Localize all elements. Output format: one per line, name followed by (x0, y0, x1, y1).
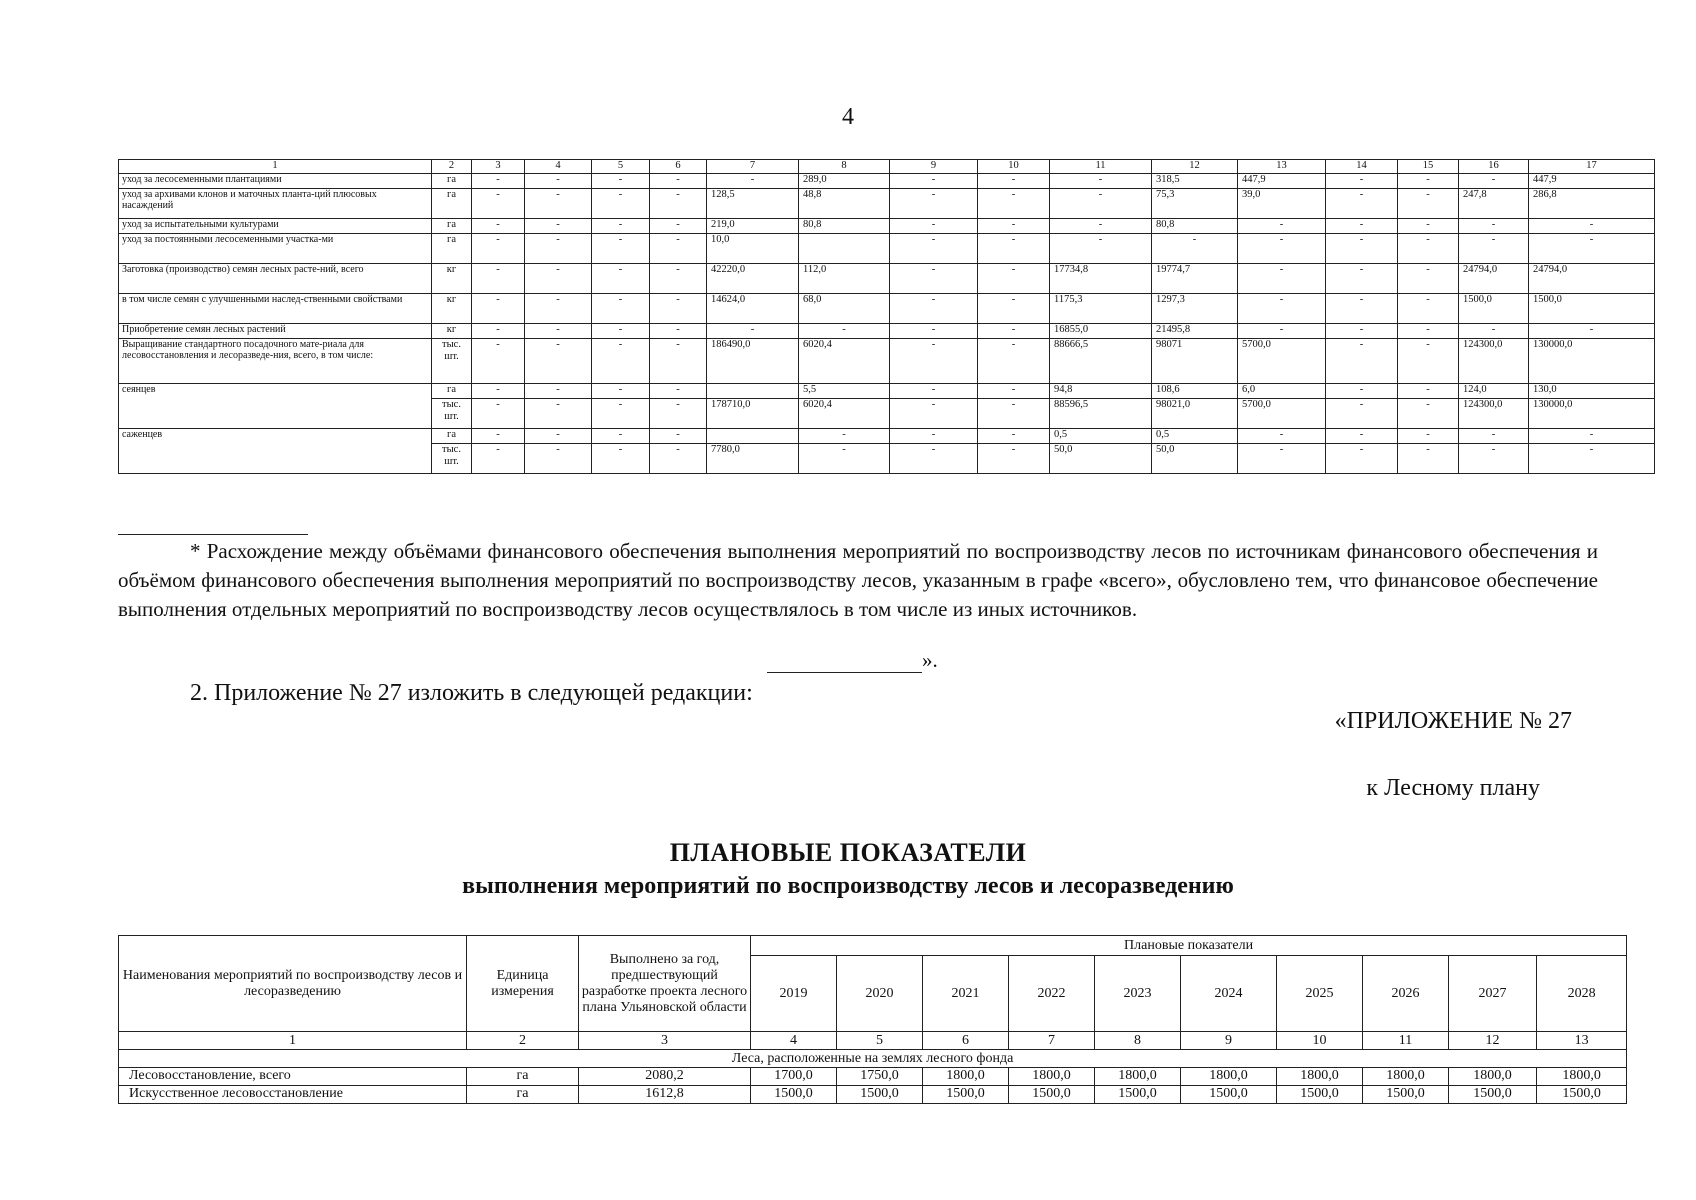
row-value: - (650, 339, 707, 384)
column-number: 7 (1009, 1032, 1095, 1050)
row-value: 1800,0 (1363, 1068, 1449, 1086)
row-value: - (592, 399, 650, 429)
row-value: - (890, 174, 978, 189)
row-value: - (472, 189, 525, 219)
table-row (119, 294, 1655, 324)
table-row (119, 1068, 1627, 1086)
row-value: 6,0 (1238, 384, 1326, 399)
row-value: - (592, 384, 650, 399)
table-row (119, 234, 1655, 264)
row-value: 17734,8 (1050, 264, 1152, 294)
row-value: - (978, 324, 1050, 339)
row-value: - (650, 324, 707, 339)
row-value: 16855,0 (1050, 324, 1152, 339)
row-value: 1500,0 (1009, 1086, 1095, 1104)
header-year: 2027 (1449, 956, 1537, 1032)
row-value: 10,0 (707, 234, 799, 264)
row-value: - (472, 294, 525, 324)
row-value: 1500,0 (923, 1086, 1009, 1104)
row-value: 7780,0 (707, 444, 799, 474)
row-value: - (1398, 429, 1459, 444)
row-unit: га (432, 384, 472, 399)
row-unit: га (467, 1068, 579, 1086)
column-number: 8 (799, 160, 890, 174)
column-number: 16 (1459, 160, 1529, 174)
row-value: - (978, 399, 1050, 429)
row-value: 6020,4 (799, 399, 890, 429)
row-value: 124300,0 (1459, 399, 1529, 429)
row-value: - (1326, 189, 1398, 219)
page-number: 4 (842, 104, 854, 130)
row-value: 48,8 (799, 189, 890, 219)
column-number: 9 (1181, 1032, 1277, 1050)
row-value: - (890, 444, 978, 474)
row-value: - (707, 324, 799, 339)
row-value: 88596,5 (1050, 399, 1152, 429)
row-name: Лесовосстановление, всего (119, 1068, 467, 1086)
row-value: - (978, 234, 1050, 264)
row-unit: тыс. шт. (432, 444, 472, 474)
row-value: - (1326, 294, 1398, 324)
row-value: - (1529, 324, 1655, 339)
row-value: 1297,3 (1152, 294, 1238, 324)
row-value: - (1398, 174, 1459, 189)
row-value: - (1529, 429, 1655, 444)
row-value: - (978, 429, 1050, 444)
row-value: - (525, 219, 592, 234)
row-value: 80,8 (799, 219, 890, 234)
row-value: - (978, 339, 1050, 384)
row-value: - (978, 219, 1050, 234)
column-number: 3 (579, 1032, 751, 1050)
row-value: - (1529, 219, 1655, 234)
row-value: 318,5 (1152, 174, 1238, 189)
row-value: 75,3 (1152, 189, 1238, 219)
reforestation-table-continued (118, 159, 1655, 474)
row-value: 130000,0 (1529, 339, 1655, 384)
column-number: 3 (472, 160, 525, 174)
row-name: Искусственное лесовосстановление (119, 1086, 467, 1104)
row-value: - (978, 264, 1050, 294)
row-value: 39,0 (1238, 189, 1326, 219)
row-value: - (1459, 429, 1529, 444)
row-value: 1800,0 (1537, 1068, 1627, 1086)
row-value: - (525, 294, 592, 324)
row-unit: га (467, 1086, 579, 1104)
row-name: уход за постоянными лесосеменными участка-ми (119, 234, 432, 264)
closing-mark (767, 648, 938, 673)
row-value: 130000,0 (1529, 399, 1655, 429)
table-row (119, 264, 1655, 294)
column-number: 1 (119, 160, 432, 174)
column-number: 8 (1095, 1032, 1181, 1050)
row-value: - (890, 399, 978, 429)
row-value: - (472, 219, 525, 234)
row-value (707, 429, 799, 444)
row-value: - (592, 174, 650, 189)
row-value: - (1238, 264, 1326, 294)
row-value: - (650, 219, 707, 234)
row-value: - (1326, 399, 1398, 429)
row-unit: га (432, 429, 472, 444)
row-value: 0,5 (1152, 429, 1238, 444)
table-row (119, 339, 1655, 384)
row-value: 88666,5 (1050, 339, 1152, 384)
row-value: 42220,0 (707, 264, 799, 294)
row-value: - (1398, 219, 1459, 234)
row-value: 14624,0 (707, 294, 799, 324)
row-value: 1800,0 (1449, 1068, 1537, 1086)
row-value: 186490,0 (707, 339, 799, 384)
row-value: 80,8 (1152, 219, 1238, 234)
column-number: 5 (592, 160, 650, 174)
row-value: 286,8 (1529, 189, 1655, 219)
row-value: 24794,0 (1459, 264, 1529, 294)
row-value: - (472, 384, 525, 399)
row-value: - (472, 429, 525, 444)
row-value: - (890, 234, 978, 264)
header-year: 2025 (1277, 956, 1363, 1032)
row-value: - (1326, 444, 1398, 474)
row-value: - (1398, 294, 1459, 324)
section-title: ПЛАНОВЫЕ ПОКАЗАТЕЛИ (669, 838, 1027, 867)
row-value: - (650, 384, 707, 399)
row-value: 112,0 (799, 264, 890, 294)
row-value: - (592, 189, 650, 219)
row-value: - (1529, 444, 1655, 474)
table-header-row (119, 160, 1655, 174)
row-name: уход за архивами клонов и маточных планта-ций плюсовых насаждений (119, 189, 432, 219)
header-year: 2019 (751, 956, 837, 1032)
row-value: - (525, 384, 592, 399)
row-value: 1500,0 (1529, 294, 1655, 324)
row-value: - (1398, 234, 1459, 264)
column-number: 6 (650, 160, 707, 174)
header-year: 2024 (1181, 956, 1277, 1032)
item-2-text: 2. Приложение № 27 изложить в следующей редакции: (190, 680, 753, 706)
row-unit: тыс. шт. (432, 399, 472, 429)
row-value: - (1459, 219, 1529, 234)
header-name: Наименования мероприятий по воспроизводству лесов и лесоразведению (119, 936, 467, 1032)
row-value: 1500,0 (1363, 1086, 1449, 1104)
table-row (119, 1086, 1627, 1104)
row-value: - (592, 444, 650, 474)
table-row (119, 219, 1655, 234)
row-value: - (472, 264, 525, 294)
row-unit: га (432, 174, 472, 189)
row-value: - (592, 294, 650, 324)
row-value: - (525, 174, 592, 189)
row-name: сеянцев (119, 384, 432, 429)
row-name: Приобретение семян лесных растений (119, 324, 432, 339)
section-subtitle: выполнения мероприятий по воспроизводству лесов и лесоразведению (462, 873, 1234, 899)
row-value: - (525, 444, 592, 474)
row-value: - (799, 324, 890, 339)
column-number: 5 (837, 1032, 923, 1050)
row-value: 447,9 (1529, 174, 1655, 189)
row-value: - (890, 264, 978, 294)
row-unit: кг (432, 294, 472, 324)
row-value: - (1459, 324, 1529, 339)
row-value: 289,0 (799, 174, 890, 189)
row-value: 50,0 (1050, 444, 1152, 474)
row-value: - (1459, 444, 1529, 474)
row-value: - (650, 234, 707, 264)
row-value: 94,8 (1050, 384, 1152, 399)
row-value: 247,8 (1459, 189, 1529, 219)
row-value: 1750,0 (837, 1068, 923, 1086)
row-value: 1500,0 (751, 1086, 837, 1104)
row-value: 1500,0 (1181, 1086, 1277, 1104)
row-value (707, 384, 799, 399)
row-value: - (890, 294, 978, 324)
closing-quote: ». (922, 648, 938, 672)
row-value: - (890, 339, 978, 384)
row-value: - (1398, 384, 1459, 399)
row-value: 0,5 (1050, 429, 1152, 444)
row-value: - (1326, 324, 1398, 339)
row-value: 178710,0 (707, 399, 799, 429)
row-value: 1800,0 (1009, 1068, 1095, 1086)
row-value: - (1238, 444, 1326, 474)
row-value: 21495,8 (1152, 324, 1238, 339)
row-value: 447,9 (1238, 174, 1326, 189)
row-value: - (650, 189, 707, 219)
row-value: - (1398, 399, 1459, 429)
row-value: - (978, 294, 1050, 324)
row-value: 1500,0 (837, 1086, 923, 1104)
header-year: 2022 (1009, 956, 1095, 1032)
row-name: уход за испытательными культурами (119, 219, 432, 234)
row-done: 1612,8 (579, 1086, 751, 1104)
row-value: 1500,0 (1537, 1086, 1627, 1104)
column-number: 10 (978, 160, 1050, 174)
row-value: - (1326, 219, 1398, 234)
row-value: - (525, 324, 592, 339)
row-value: - (1238, 324, 1326, 339)
column-number: 11 (1363, 1032, 1449, 1050)
row-value: 50,0 (1152, 444, 1238, 474)
column-number: 4 (525, 160, 592, 174)
row-value: 219,0 (707, 219, 799, 234)
row-value: 5700,0 (1238, 339, 1326, 384)
column-number: 15 (1398, 160, 1459, 174)
row-name: в том числе семян с улучшенными наслед-ственными свойствами (119, 294, 432, 324)
row-value: - (1238, 219, 1326, 234)
row-value: 1800,0 (1181, 1068, 1277, 1086)
row-value: - (1050, 189, 1152, 219)
row-value: - (650, 429, 707, 444)
footnote-text: * Расхождение между объёмами финансового обеспечения выполнения мероприятий по воспроизводству лесов по источникам финансового обеспечения и объёмом финансового обеспечения выполнения мероприятий по воспроизводству лесов, указанным в графе «всего», обусловлено тем, что финансовое обеспечение выполнения отдельных мероприятий по воспроизводству лесов осуществлялось в том числе из иных источников. (118, 539, 1598, 621)
row-unit: га (432, 234, 472, 264)
footnote (118, 537, 1598, 624)
column-number: 2 (432, 160, 472, 174)
row-value: - (799, 444, 890, 474)
section-row: Леса, расположенные на землях лесного фонда (119, 1050, 1627, 1068)
row-value: - (650, 294, 707, 324)
row-value: 1500,0 (1095, 1086, 1181, 1104)
row-value: - (1326, 234, 1398, 264)
row-value: - (890, 324, 978, 339)
column-number: 17 (1529, 160, 1655, 174)
row-value: - (978, 444, 1050, 474)
row-value: - (472, 444, 525, 474)
row-value: - (592, 234, 650, 264)
column-number: 12 (1449, 1032, 1537, 1050)
row-value: - (1398, 264, 1459, 294)
row-unit: тыс. шт. (432, 339, 472, 384)
row-value: - (890, 219, 978, 234)
table-row (119, 174, 1655, 189)
table-row (119, 324, 1655, 339)
row-value: 1700,0 (751, 1068, 837, 1086)
row-value: - (1152, 234, 1238, 264)
row-value: 1500,0 (1277, 1086, 1363, 1104)
row-value: - (1238, 294, 1326, 324)
row-unit: га (432, 219, 472, 234)
row-value: 1800,0 (1095, 1068, 1181, 1086)
row-name: саженцев (119, 429, 432, 474)
row-value: - (1050, 219, 1152, 234)
row-value: - (890, 429, 978, 444)
row-value: - (799, 429, 890, 444)
row-value: - (592, 339, 650, 384)
row-unit: кг (432, 324, 472, 339)
row-value: - (1050, 174, 1152, 189)
row-value: - (1238, 429, 1326, 444)
row-value: 1500,0 (1459, 294, 1529, 324)
row-value: - (592, 264, 650, 294)
row-value: - (1326, 264, 1398, 294)
row-value: - (525, 339, 592, 384)
row-unit: га (432, 189, 472, 219)
row-value: - (1050, 234, 1152, 264)
appendix-label: «ПРИЛОЖЕНИЕ № 27 (1334, 708, 1572, 734)
header-done: Выполнено за год, предшествующий разработке проекта лесного плана Ульяновской области (579, 936, 751, 1032)
row-value: - (650, 264, 707, 294)
row-value: - (1398, 324, 1459, 339)
row-value: 98071 (1152, 339, 1238, 384)
row-value (799, 234, 890, 264)
row-value: - (472, 234, 525, 264)
appendix-to: к Лесному плану (1366, 775, 1540, 801)
column-number: 9 (890, 160, 978, 174)
row-value: - (978, 174, 1050, 189)
row-value: 1175,3 (1050, 294, 1152, 324)
row-value: - (1326, 384, 1398, 399)
row-value: 68,0 (799, 294, 890, 324)
row-value: 124300,0 (1459, 339, 1529, 384)
column-number: 6 (923, 1032, 1009, 1050)
column-number: 7 (707, 160, 799, 174)
footnote-separator (118, 534, 308, 535)
row-value: 98021,0 (1152, 399, 1238, 429)
row-name: Выращивание стандартного посадочного мате-риала для лесовосстановления и лесоразведе-ния, всего, в том числе: (119, 339, 432, 384)
column-number: 13 (1537, 1032, 1627, 1050)
row-value: - (978, 189, 1050, 219)
row-value: - (525, 429, 592, 444)
row-value: 6020,4 (799, 339, 890, 384)
row-value: - (1529, 234, 1655, 264)
column-number: 10 (1277, 1032, 1363, 1050)
row-value: - (525, 399, 592, 429)
row-value: 19774,7 (1152, 264, 1238, 294)
column-number: 13 (1238, 160, 1326, 174)
row-value: - (707, 174, 799, 189)
row-value: - (650, 174, 707, 189)
row-value: 128,5 (707, 189, 799, 219)
row-value: - (525, 264, 592, 294)
table-row (119, 429, 1655, 444)
row-value: 5,5 (799, 384, 890, 399)
row-value: - (978, 384, 1050, 399)
row-value: - (592, 429, 650, 444)
header-year: 2028 (1537, 956, 1627, 1032)
column-number: 2 (467, 1032, 579, 1050)
row-value: - (890, 189, 978, 219)
header-year: 2026 (1363, 956, 1449, 1032)
row-name: Заготовка (производство) семян лесных расте-ний, всего (119, 264, 432, 294)
row-value: - (472, 339, 525, 384)
row-value: - (1459, 234, 1529, 264)
row-value: - (1459, 174, 1529, 189)
column-number: 14 (1326, 160, 1398, 174)
row-value: 5700,0 (1238, 399, 1326, 429)
table-row (119, 189, 1655, 219)
row-value: 1800,0 (923, 1068, 1009, 1086)
row-value: - (1326, 339, 1398, 384)
row-value: - (1398, 189, 1459, 219)
column-number: 1 (119, 1032, 467, 1050)
header-year: 2021 (923, 956, 1009, 1032)
row-value: - (1398, 339, 1459, 384)
row-value: - (472, 324, 525, 339)
row-value: - (472, 174, 525, 189)
row-value: - (525, 234, 592, 264)
row-value: 130,0 (1529, 384, 1655, 399)
column-number: 4 (751, 1032, 837, 1050)
row-value: - (525, 189, 592, 219)
row-value: - (1398, 444, 1459, 474)
header-plan: Плановые показатели (751, 936, 1627, 956)
row-value: 124,0 (1459, 384, 1529, 399)
planned-indicators-table (118, 935, 1627, 1104)
row-value: - (650, 399, 707, 429)
row-value: - (472, 399, 525, 429)
row-value: 1800,0 (1277, 1068, 1363, 1086)
row-value: - (592, 324, 650, 339)
row-value: 1500,0 (1449, 1086, 1537, 1104)
row-value: - (650, 444, 707, 474)
table-row (119, 384, 1655, 399)
header-year: 2020 (837, 956, 923, 1032)
row-value: 24794,0 (1529, 264, 1655, 294)
row-value: - (890, 384, 978, 399)
row-value: - (1238, 234, 1326, 264)
row-value: - (1326, 174, 1398, 189)
row-value: - (592, 219, 650, 234)
row-value: 108,6 (1152, 384, 1238, 399)
row-value: - (1326, 429, 1398, 444)
row-name: уход за лесосеменными плантациями (119, 174, 432, 189)
column-number: 12 (1152, 160, 1238, 174)
header-year: 2023 (1095, 956, 1181, 1032)
header-unit: Единица измерения (467, 936, 579, 1032)
row-unit: кг (432, 264, 472, 294)
row-done: 2080,2 (579, 1068, 751, 1086)
column-number: 11 (1050, 160, 1152, 174)
